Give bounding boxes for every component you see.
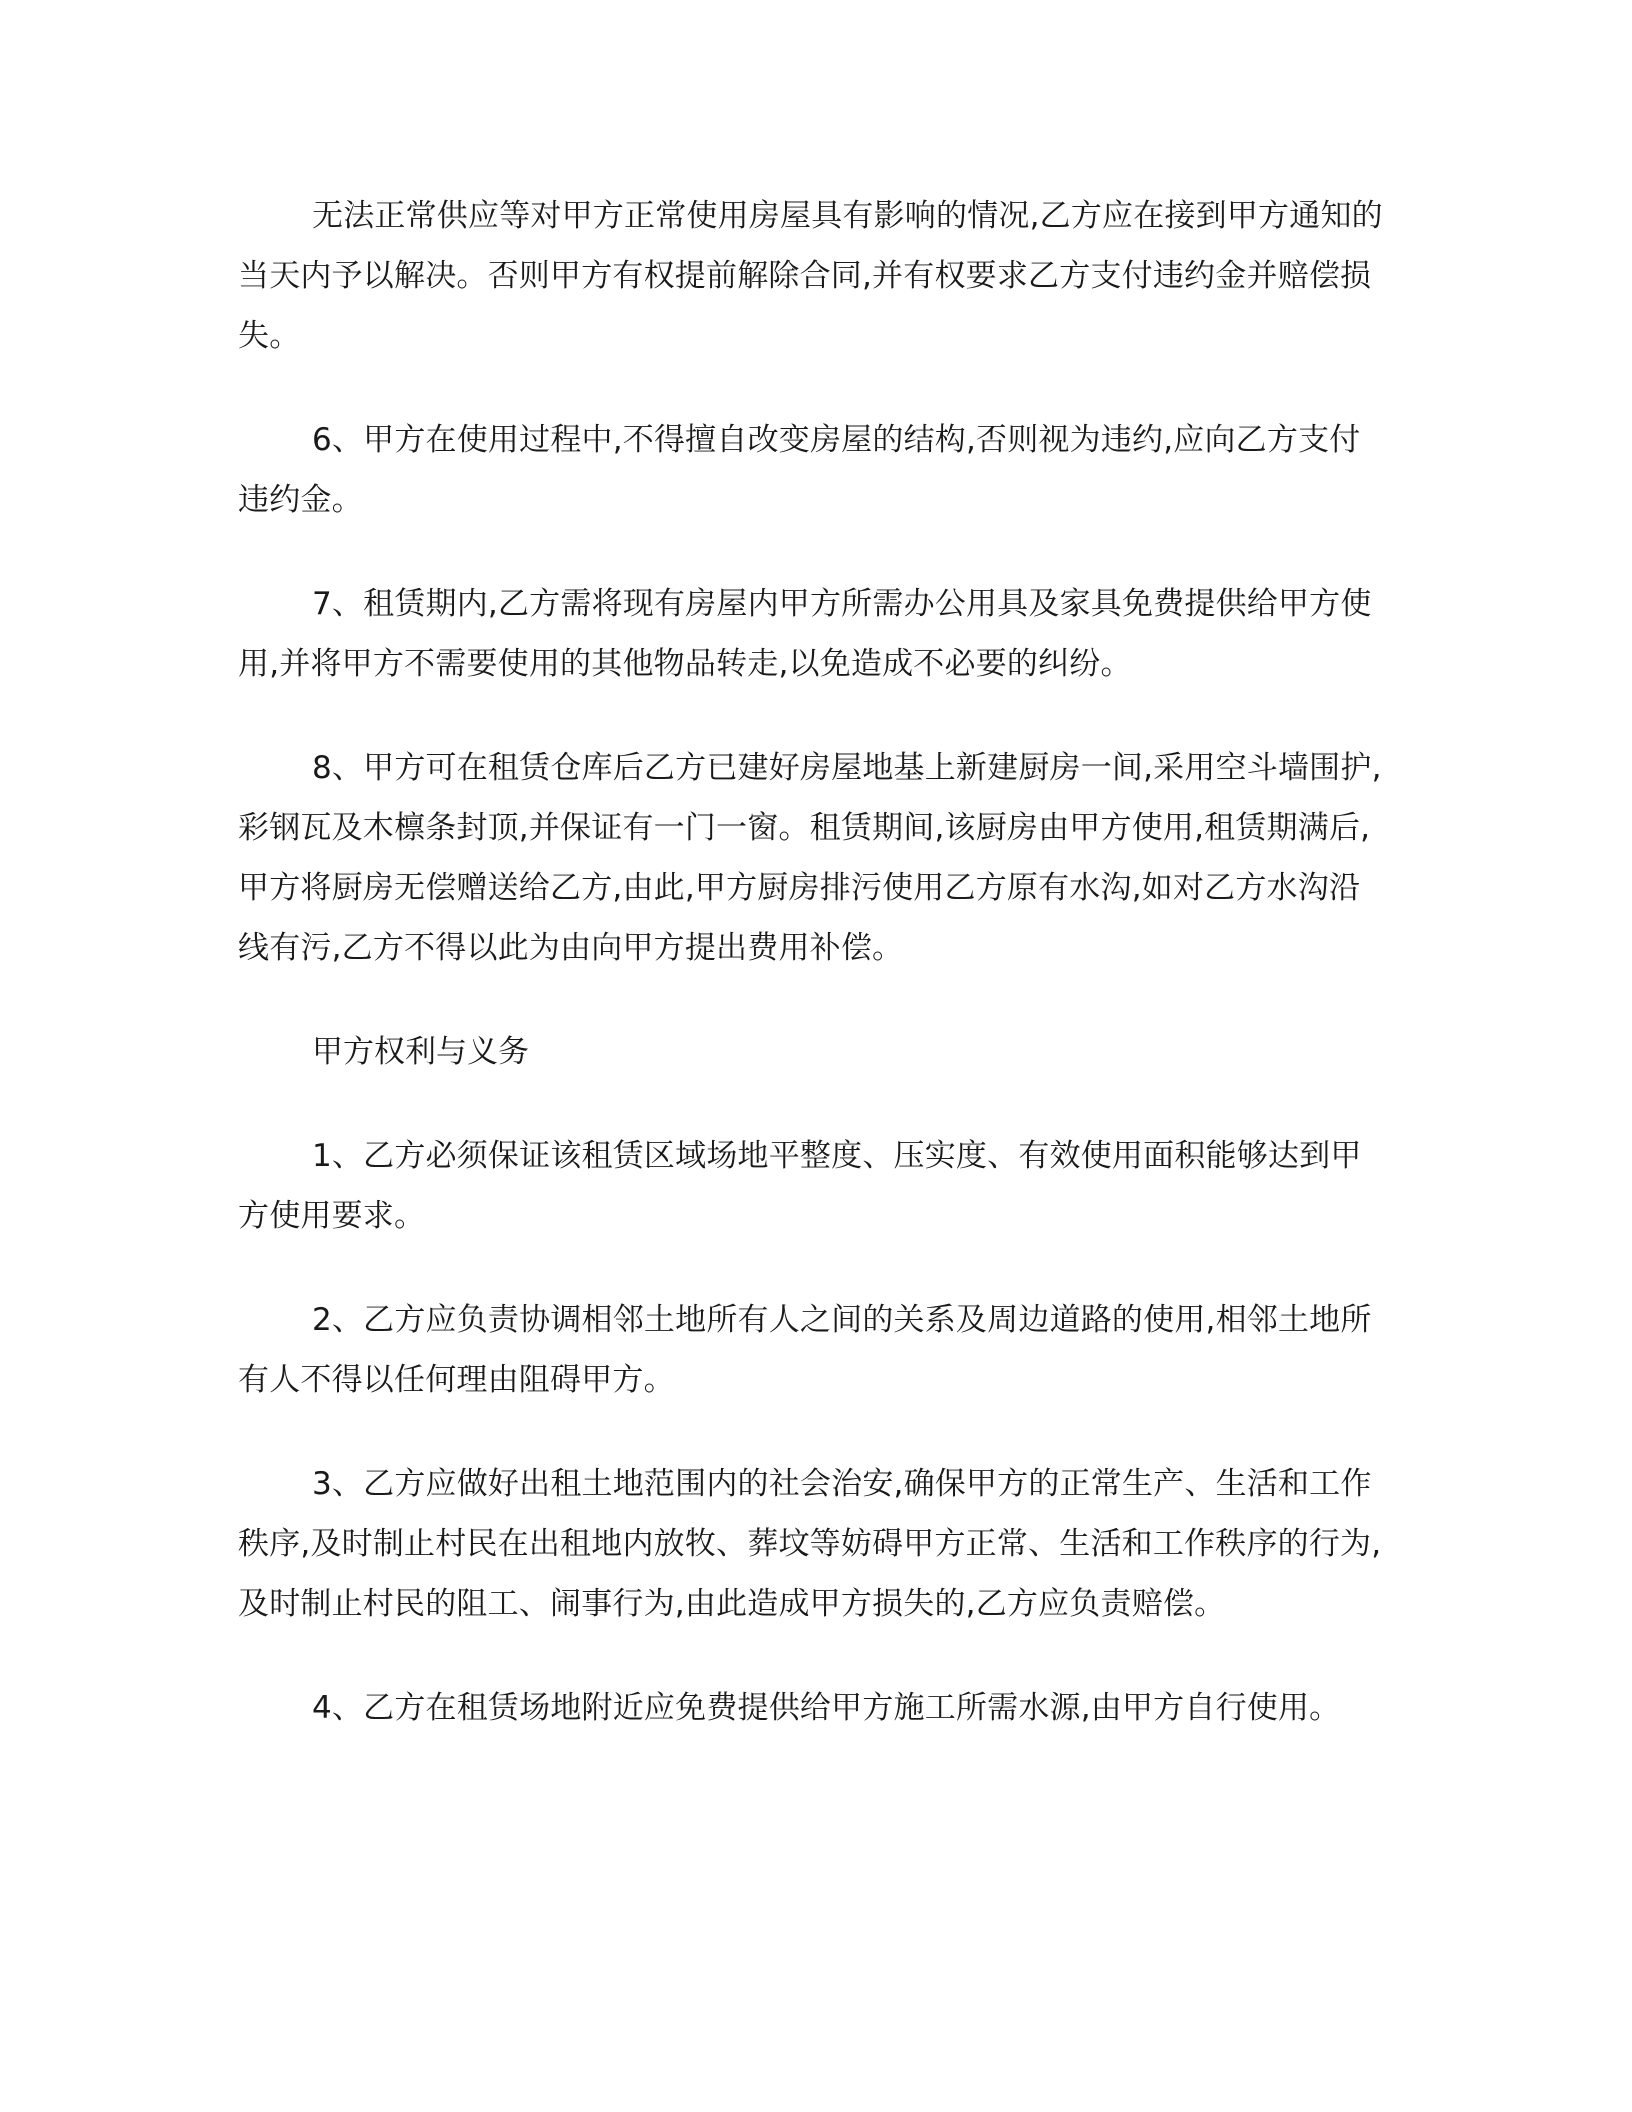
section-heading-party-a-rights: 甲方权利与义务	[312, 1034, 529, 1070]
paragraph-clause-6: 6、甲方在使用过程中,不得擅自改变房屋的结构,否则视为违约,应向乙方支付违约金。	[238, 422, 1361, 518]
document-body	[238, 186, 1388, 1782]
paragraph-continued-clause: 无法正常供应等对甲方正常使用房屋具有影响的情况,乙方应在接到甲方通知的当天内予以解决。否则甲方有权提前解除合同,并有权要求乙方支付违约金并赔偿损失。	[238, 198, 1383, 354]
paragraph-clause-8: 8、甲方可在租赁仓库后乙方已建好房屋地基上新建厨房一间,采用空斗墙围护,彩钢瓦及木檩条封顶,并保证有一门一窗。租赁期间,该厨房由甲方使用,租赁期满后,甲方将厨房无偿赠送给乙方,由此,甲方厨房排污使用乙方原有水沟,如对乙方水沟沿线有污,乙方不得以此为由向甲方提出费用补偿。	[238, 750, 1382, 966]
paragraph-rights-3: 3、乙方应做好出租土地范围内的社会治安,确保甲方的正常生产、生活和工作秩序,及时制止村民在出租地内放牧、葬坟等妨碍甲方正常、生活和工作秩序的行为,及时制止村民的阻工、闹事行为,由此造成甲方损失的,乙方应负责赔偿。	[238, 1466, 1382, 1622]
paragraph-rights-1: 1、乙方必须保证该租赁区域场地平整度、压实度、有效使用面积能够达到甲方使用要求。	[238, 1138, 1362, 1234]
paragraph-rights-2: 2、乙方应负责协调相邻土地所有人之间的关系及周边道路的使用,相邻土地所有人不得以任何理由阻碍甲方。	[238, 1302, 1372, 1398]
paragraph-clause-7: 7、租赁期内,乙方需将现有房屋内甲方所需办公用具及家具免费提供给甲方使用,并将甲方不需要使用的其他物品转走,以免造成不必要的纠纷。	[238, 586, 1372, 682]
paragraph-rights-4: 4、乙方在租赁场地附近应免费提供给甲方施工所需水源,由甲方自行使用。	[312, 1690, 1341, 1726]
